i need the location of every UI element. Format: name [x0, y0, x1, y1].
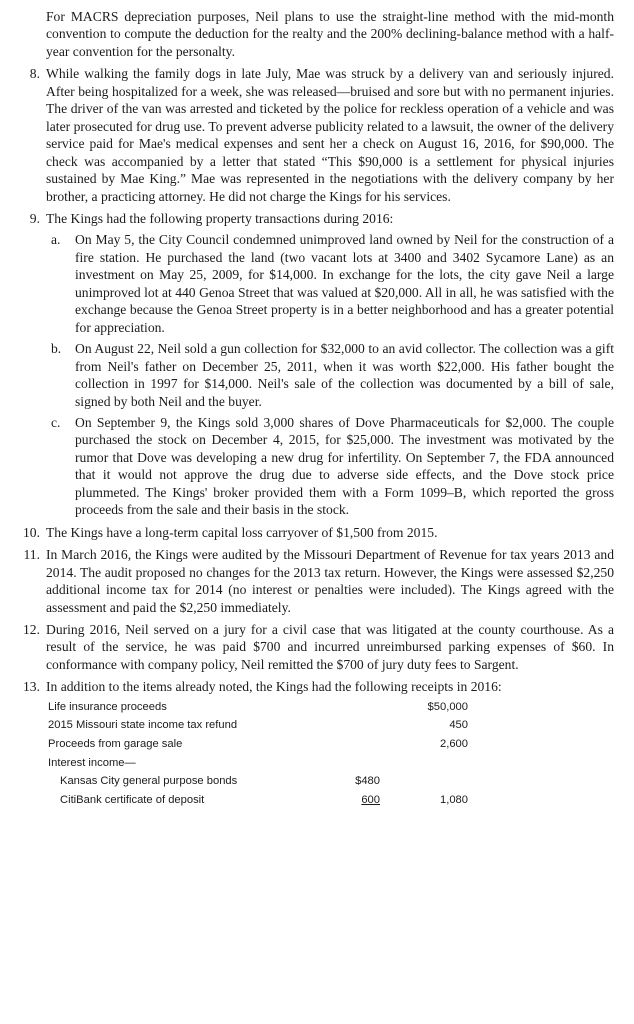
table-row [48, 735, 468, 754]
item-number: 8. [29, 66, 40, 82]
row-subamount: 600 [361, 793, 380, 806]
subitem-text: On May 5, the City Council condemned unimproved land owned by Neil for the construction of a fire station. He purchased the land (two vacant lots at 3400 and 3402 Sycamore Lane) as an investment on May 25, 2009, for $14,000. In exchange for the lots, the city gave Neil a large unimproved lot at 440 Genoa Street that was valued at $20,000. All in all, he was satisfied with the exchange because the Genoa Street property is in a better neighborhood and has a greater potential for appreciation. [75, 232, 614, 335]
item-number: 12. [23, 621, 40, 637]
item-text: The Kings had the following property transactions during 2016: [46, 210, 394, 226]
row-label: Kansas City general purpose bonds [60, 775, 238, 788]
subitem-b [46, 340, 614, 410]
item-text: In addition to the items already noted, the Kings had the following receipts in 2016: [46, 679, 502, 695]
row-label: 2015 Missouri state income tax refund [48, 719, 238, 732]
subitem-text: On August 22, Neil sold a gun collection for $32,000 to an avid collector. The collection was a gift from Neil's father on December 25, 2011, when it was worth $22,000. His father bought the collection in 1997 for $14,000. Neil's sale of the collection was documented by a bill of sale, signed by both Neil and the buyer. [75, 341, 614, 409]
macrs-paragraph: For MACRS depreciation purposes, Neil plans to use the straight-line method with the mid-month convention to compute the deduction for the realty and the 200% declining-balance method with a half-year convention for the personalty. [46, 9, 614, 59]
subitem-letter: c. [51, 414, 61, 430]
subitem-c [46, 414, 614, 519]
item-11 [22, 546, 614, 616]
table-row [48, 754, 468, 773]
item-number: 10. [23, 524, 40, 540]
row-label: Proceeds from garage sale [48, 737, 183, 750]
item-text: The Kings have a long-term capital loss carryover of $1,500 from 2015. [46, 524, 438, 540]
row-amount: 2,600 [440, 737, 468, 750]
table-row [48, 716, 468, 735]
row-subamount: $480 [355, 775, 380, 788]
table-row [48, 698, 468, 717]
row-amount: 450 [449, 719, 468, 732]
row-amount: 1,080 [440, 793, 468, 806]
table-row [48, 791, 468, 810]
row-amount: $50,000 [427, 700, 468, 713]
item-number: 13. [23, 679, 40, 695]
subitem-a [46, 231, 614, 336]
row-label: Interest income— [48, 756, 136, 769]
subitem-letter: a. [51, 232, 61, 248]
item-text: During 2016, Neil served on a jury for a civil case that was litigated at the county courthouse. As a result of the service, he was paid $700 and incurred unreimbursed parking expenses of $60. In conformance with company policy, Neil remitted the $700 of jury duty fees to Sargent. [46, 621, 614, 672]
item-10 [22, 524, 614, 541]
row-label: Life insurance proceeds [48, 700, 167, 713]
item-13 [22, 678, 614, 695]
item-text: In March 2016, the Kings were audited by the Missouri Department of Revenue for tax years 2013 and 2014. The audit proposed no changes for the 2013 tax return. However, the Kings were assessed $2,250 additional income tax for 2014 (no interest or penalties were included). The Kings agreed with the assessment and paid the $2,250 immediately. [46, 547, 614, 615]
item-8 [22, 65, 614, 205]
subitem-letter: b. [51, 341, 62, 357]
row-label: CitiBank certificate of deposit [60, 793, 205, 806]
receipts-table [48, 698, 468, 810]
subitem-text: On September 9, the Kings sold 3,000 shares of Dove Pharmaceuticals for $2,000. The couple purchased the stock on December 4, 2015, for $25,000. The investment was motivated by the rumor that Dove was developing a new drug for infertility. On September 7, the FDA announced that it would not approve the drug due to adverse side effects, and the Dove stock price plummeted. The Kings' broker provided them with a Form 1099–B, which reported the gross proceeds from the sale and their basis in the stock. [75, 414, 614, 518]
item-number: 9. [29, 210, 40, 226]
item-12 [22, 621, 614, 673]
item-9 [22, 210, 614, 519]
item-number: 11. [23, 547, 40, 563]
item-text: While walking the family dogs in late July, Mae was struck by a delivery van and seriously injured. After being hospitalized for a week, she was released—bruised and sore but with no permanent injuries. The driver of the van was arrested and ticketed by the police for reckless operation of a vehicle and was later prosecuted for drug use. To prevent adverse publicity related to a lawsuit, the owner of the delivery service paid for Mae's medical expenses and sent her a check on August 16, 2016, for $90,000. The check was accompanied by a letter that stated “This $90,000 is a settlement for physical injuries sustained by Mae King.” Mae was represented in the negotiations with the delivery company by her brother, a practicing attorney. He did not charge the Kings for his services. [46, 66, 614, 204]
table-row [48, 772, 468, 791]
